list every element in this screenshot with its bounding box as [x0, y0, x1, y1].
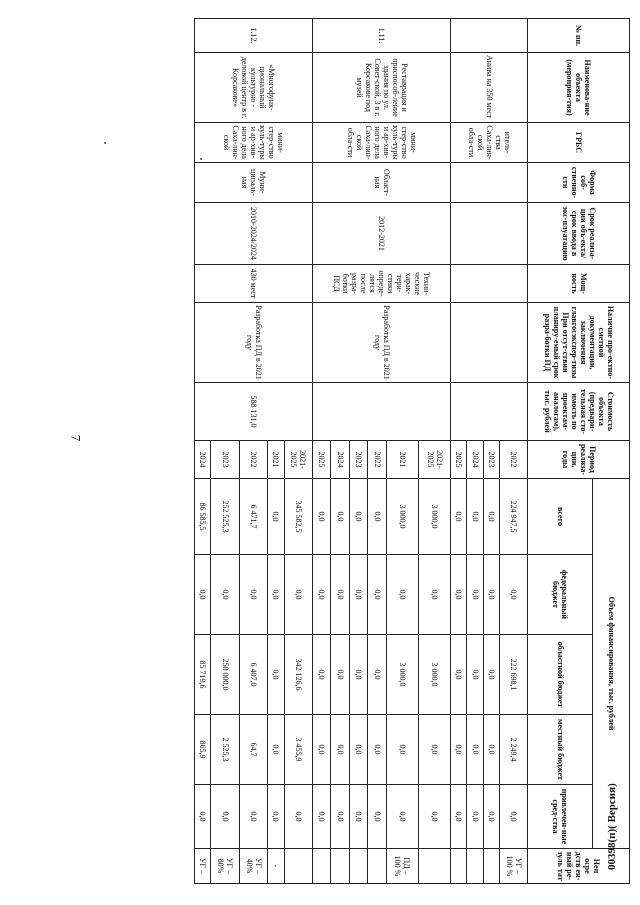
cell-term [451, 203, 528, 265]
cell-res: УГ – 40% [239, 849, 267, 884]
cell-year: 2023 [211, 441, 239, 479]
col-regional: областной бюджет [528, 635, 593, 715]
cell-year: 2024 [195, 441, 211, 479]
cell-loc: 0,0 [483, 715, 499, 785]
cell-total: 0,0 [368, 479, 386, 555]
cell-loc: 865,9 [195, 715, 211, 785]
cell-res: УГ – 100 % [499, 849, 527, 884]
cell-num: 1.11. [313, 19, 451, 53]
cell-res [331, 849, 349, 884]
col-attracted: привлечен-ные сред-ства [528, 785, 593, 849]
cell-name: «Многофунк-циональный культурно - деловой центр в г. Корсакове» [195, 53, 313, 123]
cell-res: - [268, 849, 284, 884]
cell-fed: 0,0 [268, 555, 284, 635]
col-power: Мощ-ность [528, 265, 630, 303]
cell-total: 0,0 [483, 479, 499, 555]
cell-reg: 85 719,6 [195, 635, 211, 715]
cell-fed: 0,0 [483, 555, 499, 635]
cell-form: Област-ная [313, 163, 451, 203]
cell-cost [451, 383, 528, 441]
cell-loc: 0,0 [268, 715, 284, 785]
cell-loc: 0,0 [331, 715, 349, 785]
cell-res [418, 849, 450, 884]
cell-reg: 0,0 [331, 635, 349, 715]
cell-name: Реставрация и приспособ-ление здания по ул. Совет-ской, 3 в г. Корсакове под музей [313, 53, 451, 123]
cell-total: 0,0 [268, 479, 284, 555]
col-cost: Стоимость объекта (предвари-тельная сто-имость по проектам-аналогам), тыс. рублей [528, 383, 630, 441]
cell-loc: 0,0 [368, 715, 386, 785]
cell-total: 224 947,5 [499, 479, 527, 555]
cell-fed: 0,0 [418, 555, 450, 635]
cell-loc: 64,7 [239, 715, 267, 785]
cell-res [349, 849, 367, 884]
cell-psd: Разработка ПД в 2021 году [195, 303, 313, 383]
cell-res [467, 849, 483, 884]
cell-att: 0,0 [211, 785, 239, 849]
cell-grbs: мини-стер-ство куль-туры и ар-хив-ного дела Саха-лин-ской обла-сти [313, 123, 451, 163]
cell-total: 0,0 [313, 479, 331, 555]
cell-att: 0,0 [483, 785, 499, 849]
cell-form: Муни-ципаль-ная [195, 163, 313, 203]
cell-reg: 342 126,6 [284, 635, 312, 715]
cell-fed: 0,0 [467, 555, 483, 635]
cell-year: 2025 [313, 441, 331, 479]
cell-loc: 0,0 [418, 715, 450, 785]
cell-fed: 0,0 [211, 555, 239, 635]
table-row [499, 19, 527, 884]
cell-reg: 0,0 [467, 635, 483, 715]
cell-att: 0,0 [313, 785, 331, 849]
cell-num: 1.12. [195, 19, 313, 53]
cell-fed: 0,0 [349, 555, 367, 635]
cell-total: 252 525,3 [211, 479, 239, 555]
cell-loc: 0,0 [386, 715, 418, 785]
cell-att: 0,0 [451, 785, 467, 849]
cell-power: 430 мест [195, 265, 313, 303]
cell-reg: 0,0 [349, 635, 367, 715]
table-row [418, 19, 450, 884]
budget-table-rotated [194, 18, 630, 883]
cell-res: ПД – 100 % [386, 849, 418, 884]
cell-grbs: итель-ства Саха-лин-ской обла-сти [451, 123, 528, 163]
cell-total: 86 585,5 [195, 479, 211, 555]
cell-year: 2023 [349, 441, 367, 479]
cell-res: УГ – 80% [211, 849, 239, 884]
cell-num [451, 19, 528, 53]
cell-res [368, 849, 386, 884]
cell-att: 0,0 [349, 785, 367, 849]
cell-att: 0,0 [268, 785, 284, 849]
cell-att: 0,0 [368, 785, 386, 849]
col-term: Срок реализа-ции объ-екта/срок ввода в экс-плуатацию [528, 203, 630, 265]
cell-reg: 3 000,0 [418, 635, 450, 715]
col-grbs: ГРБС [528, 123, 630, 163]
cell-fed: 0,0 [451, 555, 467, 635]
table-row [284, 19, 312, 884]
cell-grbs: мини-стер-ство куль-туры и ар-хив-ного дела Саха-лин-ской [195, 123, 313, 163]
cell-year: 2022 [499, 441, 527, 479]
cell-total: 345 582,5 [284, 479, 312, 555]
cell-total: 3 000,0 [386, 479, 418, 555]
col-result: Неп осре дств ен-ный ре-зуль тат [528, 849, 630, 884]
col-total: всего [528, 479, 593, 555]
cell-reg: 0,0 [483, 635, 499, 715]
cell-fed: 0,0 [499, 555, 527, 635]
cell-res [284, 849, 312, 884]
cell-reg: 0,0 [268, 635, 284, 715]
cell-total: 0,0 [451, 479, 467, 555]
cell-name: Анива на 350 мест [451, 53, 528, 123]
cell-fed: 0,0 [313, 555, 331, 635]
cell-att: 0,0 [239, 785, 267, 849]
col-num: № пп. [528, 19, 630, 53]
cell-fed: 0,0 [195, 555, 211, 635]
cell-loc: 0,0 [451, 715, 467, 785]
cell-psd [451, 303, 528, 383]
cell-year: 2021-2025 [418, 441, 450, 479]
cell-att: 0,0 [418, 785, 450, 849]
document-footer: 00398(п)( Версия) [606, 783, 618, 870]
cell-loc: 3 455,9 [284, 715, 312, 785]
col-name: Наименова-ние объекта (мероприя-тия) [528, 53, 630, 123]
cell-att: 0,0 [284, 785, 312, 849]
budget-table [194, 18, 630, 884]
cell-res [483, 849, 499, 884]
cell-year: 2025 [451, 441, 467, 479]
cell-year: 2021 [268, 441, 284, 479]
cell-total: 6 471,7 [239, 479, 267, 555]
cell-reg: 6 407,0 [239, 635, 267, 715]
cell-reg: 0,0 [368, 635, 386, 715]
cell-fed: 0,0 [331, 555, 349, 635]
cell-reg: 0,0 [451, 635, 467, 715]
cell-att: 0,0 [499, 785, 527, 849]
cell-year: 2024 [331, 441, 349, 479]
cell-total: 0,0 [331, 479, 349, 555]
col-form: Форма соб-ственно-сти [528, 163, 630, 203]
cell-year: 2022 [368, 441, 386, 479]
cell-total: 0,0 [349, 479, 367, 555]
cell-loc: 0,0 [313, 715, 331, 785]
cell-power [451, 265, 528, 303]
cell-year: 2021 [386, 441, 418, 479]
cell-loc: 0,0 [349, 715, 367, 785]
col-local: местный бюджет [528, 715, 593, 785]
cell-loc: 2 249,4 [499, 715, 527, 785]
cell-reg: 250 000,0 [211, 635, 239, 715]
cell-fed: 0,0 [386, 555, 418, 635]
cell-psd: Разработка ПД в 2021 году [313, 303, 451, 383]
scan-speck [104, 142, 106, 144]
cell-year: 2021-2025 [284, 441, 312, 479]
page-number: 7 [68, 434, 84, 442]
col-psd: Наличие про-ектно-сметной документации, заключения главгосэкспер-тизы При отсут-ствии планиру-емый срок разра-ботки ПД [528, 303, 630, 383]
cell-power: Техни-ческие харак-тери-стики опреде-лятся после разра-ботки ПСД [313, 265, 451, 303]
cell-reg: 222 698,1 [499, 635, 527, 715]
cell-att: 0,0 [331, 785, 349, 849]
cell-cost: 588 131,0 [195, 383, 313, 441]
cell-reg: 0,0 [313, 635, 331, 715]
cell-year: 2023 [483, 441, 499, 479]
cell-year: 2024 [467, 441, 483, 479]
col-period: Период реализа-ции, годы [528, 441, 630, 479]
cell-loc: 2 525,3 [211, 715, 239, 785]
cell-term: 2012-2021 [313, 203, 451, 265]
cell-total: 0,0 [467, 479, 483, 555]
cell-total: 3 000,0 [418, 479, 450, 555]
cell-att: 0,0 [195, 785, 211, 849]
cell-year: 2022 [239, 441, 267, 479]
cell-fed: 0,0 [239, 555, 267, 635]
cell-term: 2010-2024/2024 [195, 203, 313, 265]
cell-form [451, 163, 528, 203]
cell-fed: 0,0 [368, 555, 386, 635]
cell-res [313, 849, 331, 884]
cell-res [451, 849, 467, 884]
cell-att: 0,0 [467, 785, 483, 849]
cell-res: УГ – [195, 849, 211, 884]
col-federal: федеральный бюджет [528, 555, 593, 635]
cell-reg: 3 000,0 [386, 635, 418, 715]
cell-loc: 0,0 [467, 715, 483, 785]
cell-cost [313, 383, 451, 441]
cell-att: 0,0 [386, 785, 418, 849]
header-row [593, 19, 630, 884]
col-funding: Объем финансирования, тыс. рублей [593, 479, 630, 849]
cell-fed: 0,0 [284, 555, 312, 635]
